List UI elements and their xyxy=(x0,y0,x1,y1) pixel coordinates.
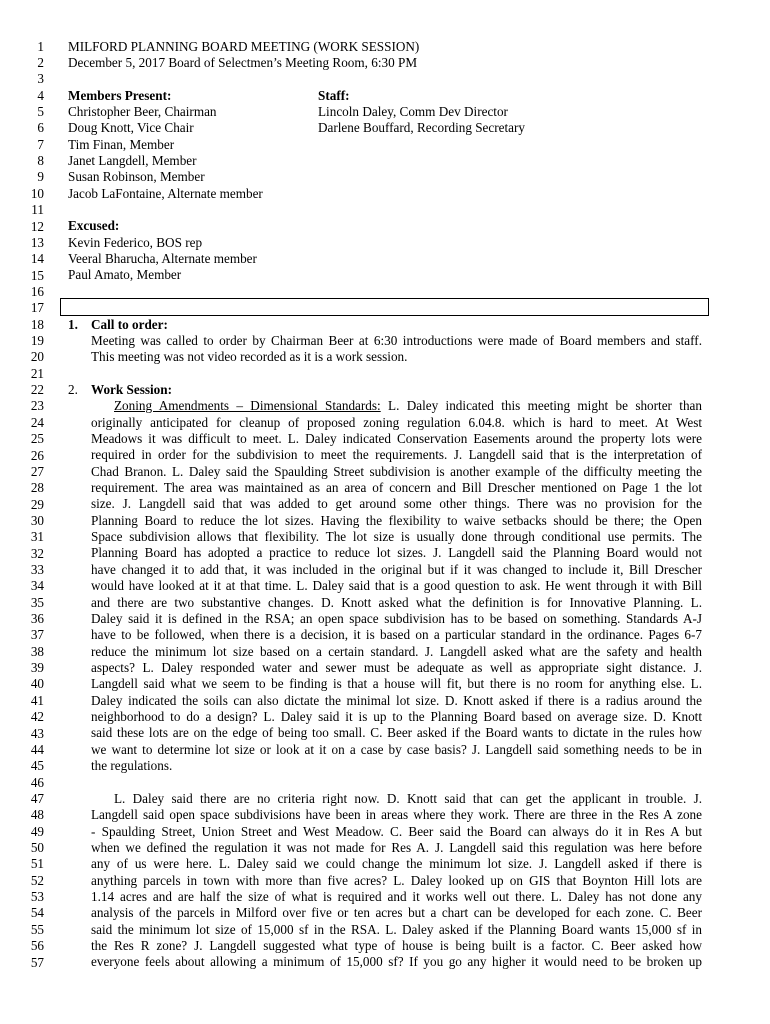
section-heading-call-to-order: Call to order: xyxy=(91,316,168,332)
body-line: reduce the minimum lot size based on a certain standard. J. Langdell asked what are the safety and health xyxy=(91,643,702,659)
body-line: originally anticipated for cleanup of proposed zoning regulation 6.04.8. which is hard to meet. At West xyxy=(91,414,702,430)
line-number: 30 xyxy=(30,512,44,528)
body-line: Langdell said open space subdivisions have been in areas where they work. There are three in the Res A zone xyxy=(91,807,702,823)
line-number: 17 xyxy=(30,300,44,316)
line-number: 4 xyxy=(37,87,44,103)
line-number: 40 xyxy=(30,676,44,692)
section-number: 1. xyxy=(68,316,78,332)
body-line: Planning Board has adopted a practice to reduce lot sizes. J. Langdell said the Planning Board would not xyxy=(91,545,702,561)
line-number: 54 xyxy=(30,905,44,921)
body-line: Meeting was called to order by Chairman Beer at 6:30 introductions were made of Board members and staff. xyxy=(91,332,702,348)
line-number: 49 xyxy=(30,823,44,839)
line-number: 20 xyxy=(30,349,44,365)
line-number: 48 xyxy=(30,807,44,823)
body-line: the Res R zone? J. Langdell suggested what type of house is being built is a factor. C. Beer asked how xyxy=(91,937,702,953)
body-line: neighborhood to do a design? L. Daley said it is up to the Planning Board based on average size. D. Knott xyxy=(91,709,702,724)
line-number: 1 xyxy=(37,38,44,54)
line-number: 53 xyxy=(30,889,44,905)
body-line: analysis of the parcels in Milford over five or ten acres but a chart can be developed for each zone. C. Beer xyxy=(91,905,702,921)
body-line: size. J. Langdell said that was added to get around some other things. There was no provision for the xyxy=(91,496,702,512)
line-number: 39 xyxy=(30,660,44,676)
body-line: when we defined the regulation it was not made for Res A. J. Langdell said this regulation was here before xyxy=(91,839,702,855)
member-item: Christopher Beer, Chairman xyxy=(68,103,217,119)
body-line: Planning Board to reduce the lot sizes. Having the flexibility to waive setbacks should be there; the Open xyxy=(91,512,702,528)
body-line: anything parcels in town with more than five acres? L. Daley looked up on GIS that Boynton Hill lots are xyxy=(91,872,702,888)
staff-heading: Staff: xyxy=(318,87,350,103)
line-number: 43 xyxy=(30,725,44,741)
line-number: 16 xyxy=(30,283,44,299)
line-number: 5 xyxy=(37,104,44,119)
body-line: 1.14 acres and are half the size of what is required and it works well out there. L. Daley has not done any xyxy=(91,888,702,904)
body-line: Space subdivision allows that flexibility. The lot size is usually done through conditional use permits. The xyxy=(91,529,702,545)
line-number: 27 xyxy=(30,463,44,479)
meeting-title: MILFORD PLANNING BOARD MEETING (WORK SESSION) xyxy=(68,38,420,54)
line-number: 50 xyxy=(30,840,44,855)
line-number: 44 xyxy=(30,741,44,757)
line-number: 24 xyxy=(30,414,44,430)
line-number: 10 xyxy=(30,185,44,201)
line-number: 3 xyxy=(37,71,44,87)
line-number: 19 xyxy=(30,333,44,348)
meeting-date-location: December 5, 2017 Board of Selectmen’s Meeting Room, 6:30 PM xyxy=(68,54,418,70)
body-line: we want to determine lot size or look at it on a case by case basis? J. Langdell said something needs to be in xyxy=(91,741,702,757)
line-number: 31 xyxy=(30,529,44,545)
line-number: 56 xyxy=(30,938,44,954)
line-number: 35 xyxy=(30,594,44,610)
body-line: requirement. The area was maintained as an area of concern and Bill Drescher mentioned on Page 1 the lot xyxy=(91,480,702,495)
line-number: 32 xyxy=(30,545,44,561)
body-line: said the minimum lot size of 15,000 sf in the RSA. L. Daley asked if the Planning Board wants 15,000 sf in xyxy=(91,921,702,937)
line-number: 23 xyxy=(30,398,44,414)
body-line: the regulations. xyxy=(91,758,173,773)
body-line: everyone feels about allowing a minimum of 15,000 sf? If you go any higher it would need to be broken up xyxy=(91,954,702,970)
line-number: 18 xyxy=(30,316,44,332)
line-number: 26 xyxy=(30,447,44,463)
body-line: Meadows it was difficult to meet. L. Daley indicated Conservation Easements around the property lots were xyxy=(91,431,702,446)
line-number: 21 xyxy=(30,365,44,381)
excused-item: Kevin Federico, BOS rep xyxy=(68,234,203,250)
body-line: any of us were here. L. Daley said we could change the minimum lot size. J. Langdell asked if there is xyxy=(91,856,702,872)
line-number: 45 xyxy=(30,758,44,774)
line-number: 28 xyxy=(30,480,44,496)
body-line: This meeting was not video recorded as it is a work session. xyxy=(91,349,408,365)
excused-item: Veeral Bharucha, Alternate member xyxy=(68,251,257,267)
excused-item: Paul Amato, Member xyxy=(68,267,182,283)
line-number: 41 xyxy=(30,692,44,708)
body-line: required in order for the subdivision to meet the requirements. J. Langdell said that is the interpretation of xyxy=(91,447,702,463)
body-line: said these lots are on the edge of being too small. C. Beer asked if the Board wants to dictate in the rules how xyxy=(91,725,702,741)
body-line: Chad Branon. L. Daley said the Spaulding Street subdivision is another example of the difficulty meeting the xyxy=(91,463,702,479)
line-number: 51 xyxy=(30,856,44,872)
line-number: 12 xyxy=(30,218,44,234)
line-number: 9 xyxy=(37,169,44,185)
excused-heading: Excused: xyxy=(68,218,120,234)
member-item: Tim Finan, Member xyxy=(68,136,175,152)
staff-item: Lincoln Daley, Comm Dev Director xyxy=(318,103,508,119)
line-number: 33 xyxy=(30,562,44,577)
line-number: 36 xyxy=(30,611,44,626)
line-number: 42 xyxy=(30,709,44,725)
member-item: Doug Knott, Vice Chair xyxy=(68,120,194,136)
line-number: 7 xyxy=(37,136,44,152)
body-line: Langdell said what we seem to be finding is that a house will fit, but there is no room for anything else. L. xyxy=(91,676,702,692)
body-line: have to be followed, when there is a decision, it is based on a particular standard in the ordinance. Pages 6-7 xyxy=(91,627,702,643)
members-present-heading: Members Present: xyxy=(68,87,172,103)
line-number: 55 xyxy=(30,921,44,937)
member-item: Jacob LaFontaine, Alternate member xyxy=(68,185,263,201)
body-line: - Spaulding Street, Union Street and West Meadow. C. Beer said the Board can always do it in Res A but xyxy=(91,823,702,839)
body-line: would have looked at it at that time. L. Daley said that is a good question to ask. He went through it with Bill xyxy=(91,578,702,594)
line-number: 8 xyxy=(37,153,44,169)
body-line: and there are two substantive changes. D. Knott asked what the definition is for Innovative Planning. L. xyxy=(91,594,702,610)
body-line: Daley said it is defined in the RSA; an open space subdivision has to be based on something. Standards A-J xyxy=(91,610,702,626)
line-number: 2 xyxy=(37,55,44,70)
topic-heading: Zoning Amendments – Dimensional Standards: xyxy=(114,398,381,414)
line-number: 14 xyxy=(30,251,44,267)
line-number: 38 xyxy=(30,643,44,659)
body-line: L. Daley said there are no criteria right now. D. Knott said that can get the applicant in trouble. J. xyxy=(114,790,702,806)
member-item: Janet Langdell, Member xyxy=(68,153,197,168)
line-number: 13 xyxy=(30,234,44,250)
section-divider-box xyxy=(60,298,709,316)
line-number: 52 xyxy=(30,872,44,888)
line-number: 22 xyxy=(30,382,44,398)
line-number: 15 xyxy=(30,267,44,283)
line-number: 11 xyxy=(31,202,44,218)
line-number: 29 xyxy=(30,496,44,512)
line-number: 47 xyxy=(30,790,44,806)
line-number: 34 xyxy=(30,578,44,594)
line-number: 6 xyxy=(37,120,44,136)
line-number: 46 xyxy=(30,774,44,790)
body-line: Daley indicated the soils can also dictate the minimal lot size. D. Knott asked if there is a radius around the xyxy=(91,692,702,708)
line-number: 57 xyxy=(30,954,44,970)
body-line: have changed it to add that, it was included in the original but if it was changed to include it, Bill Drescher xyxy=(91,561,702,577)
section-number: 2. xyxy=(68,381,78,397)
body-line: aspects? L. Daley responded water and sewer must be adequate as well as appropriate sight distance. J. xyxy=(91,659,702,675)
section-heading-work-session: Work Session: xyxy=(91,381,172,397)
body-line: Zoning Amendments – Dimensional Standards: L. Daley indicated this meeting might be shorter than xyxy=(114,398,702,414)
line-number: 37 xyxy=(30,627,44,643)
member-item: Susan Robinson, Member xyxy=(68,169,205,185)
line-number: 25 xyxy=(30,431,44,447)
staff-item: Darlene Bouffard, Recording Secretary xyxy=(318,120,526,136)
